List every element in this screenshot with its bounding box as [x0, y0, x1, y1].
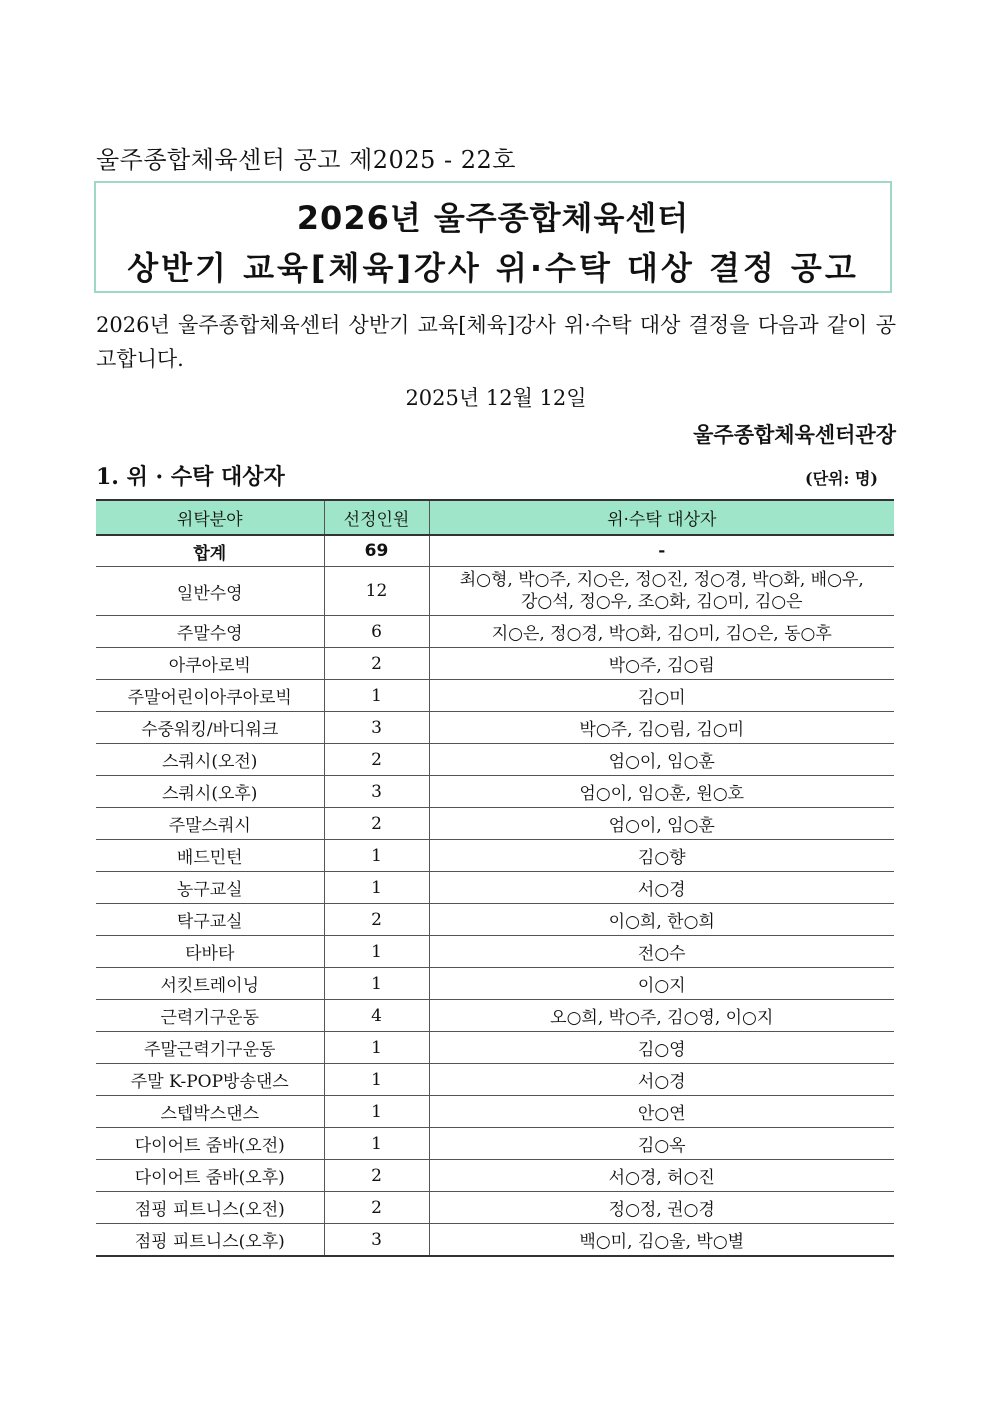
- cell-names: 김○미: [429, 680, 894, 712]
- cell-names: [429, 567, 894, 616]
- cell-field: 주말 K-POP방송댄스: [96, 1064, 324, 1096]
- cell-count: 12: [324, 567, 429, 616]
- cell-field: 탁구교실: [96, 904, 324, 936]
- cell-field: 스쿼시(오전): [96, 744, 324, 776]
- cell-count: 2: [324, 808, 429, 840]
- cell-names: 안○연: [429, 1096, 894, 1128]
- cell-field: 주말스쿼시: [96, 808, 324, 840]
- table-row: [96, 1192, 894, 1224]
- cell-count: 6: [324, 616, 429, 648]
- cell-field: 점핑 피트니스(오전): [96, 1192, 324, 1224]
- total-count: 69: [324, 535, 429, 567]
- table-row: [96, 1064, 894, 1096]
- cell-names: 이○지: [429, 968, 894, 1000]
- total-row: [96, 535, 894, 567]
- cell-names: 엄○이, 임○훈, 원○호: [429, 776, 894, 808]
- cell-field: 스쿼시(오후): [96, 776, 324, 808]
- title-box: [94, 181, 892, 293]
- total-field: 합계: [96, 535, 324, 567]
- cell-count: 1: [324, 840, 429, 872]
- cell-count: 1: [324, 968, 429, 1000]
- cell-names: 김○옥: [429, 1128, 894, 1160]
- cell-field: 서킷트레이닝: [96, 968, 324, 1000]
- cell-names: 김○향: [429, 840, 894, 872]
- issuer: 울주종합체육센터관장: [693, 422, 896, 447]
- header-field: 위탁분야: [96, 500, 324, 535]
- header-count: 선정인원: [324, 500, 429, 535]
- cell-field: 수중워킹/바디워크: [96, 712, 324, 744]
- cell-field: 농구교실: [96, 872, 324, 904]
- table-row: [96, 680, 894, 712]
- cell-names: 김○영: [429, 1032, 894, 1064]
- cell-field: 스텝박스댄스: [96, 1096, 324, 1128]
- cell-names: 박○주, 김○림: [429, 648, 894, 680]
- cell-field: 점핑 피트니스(오후): [96, 1224, 324, 1257]
- table-row: [96, 776, 894, 808]
- cell-count: 3: [324, 712, 429, 744]
- names-line-1: 최○형, 박○주, 지○은, 정○진, 정○경, 박○화, 배○우,: [459, 570, 864, 590]
- cell-names: 정○정, 권○경: [429, 1192, 894, 1224]
- cell-count: 3: [324, 1224, 429, 1257]
- cell-field: 주말근력기구운동: [96, 1032, 324, 1064]
- cell-names: 전○수: [429, 936, 894, 968]
- cell-count: 1: [324, 872, 429, 904]
- table-row: [96, 1000, 894, 1032]
- cell-count: 1: [324, 936, 429, 968]
- table-row: [96, 840, 894, 872]
- cell-names: 엄○이, 임○훈: [429, 808, 894, 840]
- table-row: [96, 1160, 894, 1192]
- notice-date: 2025년 12월 12일: [405, 386, 587, 410]
- cell-count: 2: [324, 1192, 429, 1224]
- table-header-row: [96, 500, 894, 535]
- cell-count: 2: [324, 1160, 429, 1192]
- cell-names: 오○희, 박○주, 김○영, 이○지: [429, 1000, 894, 1032]
- table-row: [96, 936, 894, 968]
- cell-count: 2: [324, 904, 429, 936]
- cell-count: 1: [324, 1096, 429, 1128]
- cell-names: 백○미, 김○울, 박○별: [429, 1224, 894, 1257]
- names-line-2: 강○석, 정○우, 조○화, 김○미, 김○은: [520, 592, 803, 612]
- cell-field: 다이어트 줌바(오후): [96, 1160, 324, 1192]
- cell-field: 일반수영: [96, 567, 324, 616]
- cell-count: 1: [324, 1032, 429, 1064]
- table-row: [96, 904, 894, 936]
- cell-field: 주말어린이아쿠아로빅: [96, 680, 324, 712]
- table-row: [96, 712, 894, 744]
- cell-names: 박○주, 김○림, 김○미: [429, 712, 894, 744]
- cell-field: 아쿠아로빅: [96, 648, 324, 680]
- cell-names: 이○희, 한○희: [429, 904, 894, 936]
- cell-count: 3: [324, 776, 429, 808]
- roster-table: [96, 499, 894, 1257]
- table-row: [96, 968, 894, 1000]
- intro-paragraph: 2026년 울주종합체육센터 상반기 교육[체육]강사 위·수탁 대상 결정을 다음과 같이 공고합니다.: [96, 313, 896, 371]
- table-row: [96, 616, 894, 648]
- table-row: [96, 872, 894, 904]
- unit-label: (단위: 명): [805, 469, 878, 488]
- cell-names: 서○경: [429, 872, 894, 904]
- title-line-2: 상반기 교육[체육]강사 위·수탁 대상 결정 공고: [127, 249, 859, 287]
- cell-names: 서○경, 허○진: [429, 1160, 894, 1192]
- table-row: [96, 567, 894, 616]
- notice-number: 울주종합체육센터 공고 제2025 - 22호: [96, 146, 516, 174]
- cell-names: 서○경: [429, 1064, 894, 1096]
- table-row: [96, 1032, 894, 1064]
- table-row: [96, 648, 894, 680]
- table-row: [96, 744, 894, 776]
- total-names: -: [429, 535, 894, 567]
- cell-count: 4: [324, 1000, 429, 1032]
- table-row: [96, 1128, 894, 1160]
- cell-field: 다이어트 줌바(오전): [96, 1128, 324, 1160]
- cell-count: 1: [324, 1128, 429, 1160]
- table-row: [96, 1224, 894, 1257]
- cell-field: 배드민턴: [96, 840, 324, 872]
- cell-count: 1: [324, 1064, 429, 1096]
- section-title: 1. 위 · 수탁 대상자: [96, 464, 285, 490]
- cell-names: 엄○이, 임○훈: [429, 744, 894, 776]
- cell-count: 2: [324, 648, 429, 680]
- cell-names: 지○은, 정○경, 박○화, 김○미, 김○은, 동○후: [429, 616, 894, 648]
- cell-count: 2: [324, 744, 429, 776]
- cell-field: 근력기구운동: [96, 1000, 324, 1032]
- header-names: 위·수탁 대상자: [429, 500, 894, 535]
- table-row: [96, 1096, 894, 1128]
- table-row: [96, 808, 894, 840]
- cell-field: 주말수영: [96, 616, 324, 648]
- cell-count: 1: [324, 680, 429, 712]
- cell-field: 타바타: [96, 936, 324, 968]
- title-line-1: 2026년 울주종합체육센터: [296, 199, 690, 237]
